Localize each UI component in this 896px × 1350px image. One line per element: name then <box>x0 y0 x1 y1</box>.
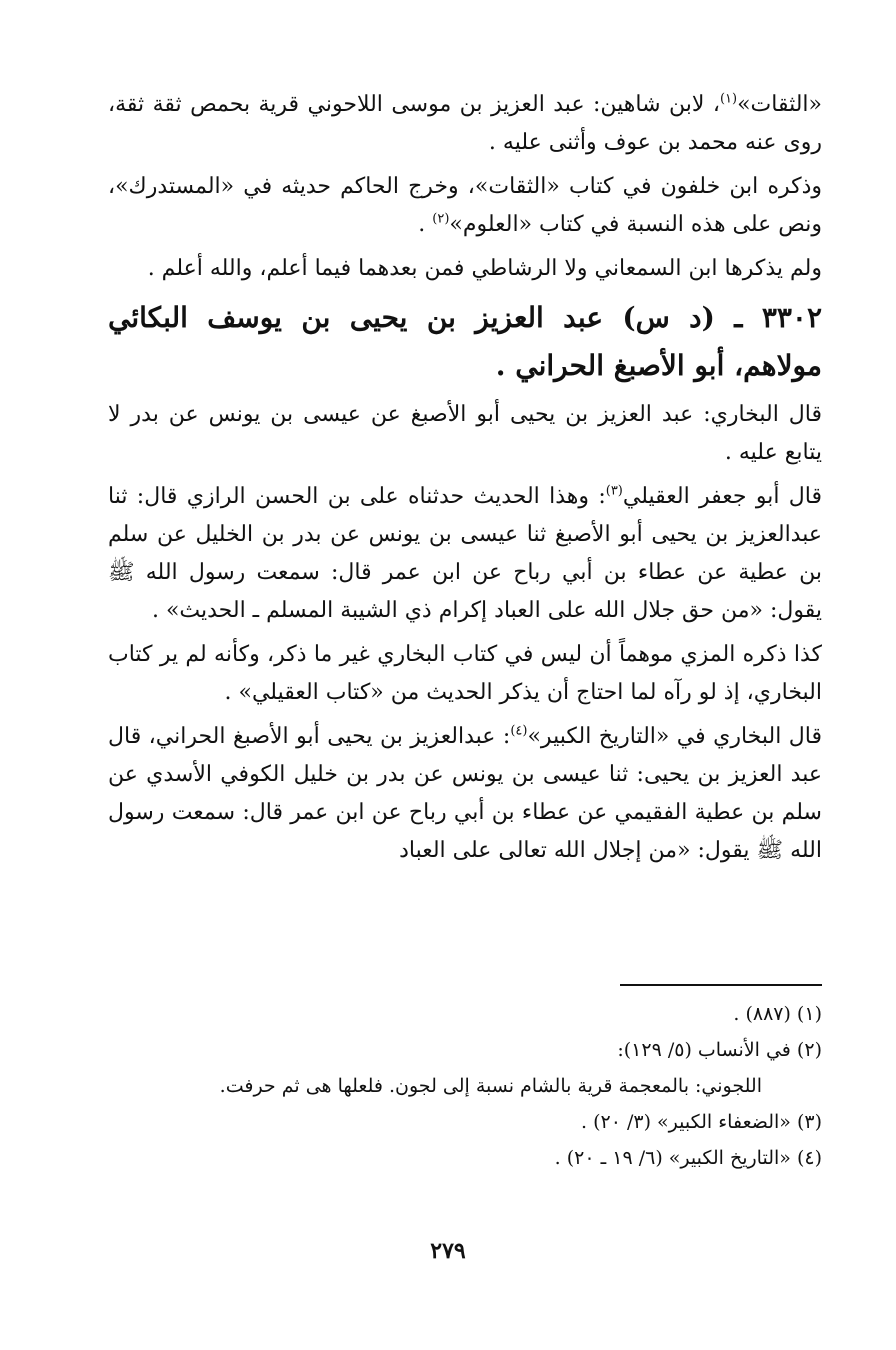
footnote-4: (٤) «التاريخ الكبير» (٦/ ١٩ ـ ٢٠) . <box>554 1147 822 1169</box>
paragraph-tarikh-kabir: قال البخاري في «التاريخ الكبير»$^{(٤)}$: عبدالعزيز بن يحيى أبو الأصبغ الحراني، قال عبد العزيز بن يحيى: ثنا عيسى بن يونس عن بدر بن خليل الكوفي الأسدي عن سلم بن عطية الفقيمي عن عطاء بن أبي رباح عن ابن عمر قال: سمعت رسول الله ﷺ يقول: «من إجلال الله تعالى على العباد <box>108 723 823 863</box>
footnote-3: (٣) «الضعفاء الكبير» (٣/ ٢٠) . <box>581 1111 822 1133</box>
paragraph-thiqat: «الثقات»$^{(١)}$، لابن شاهين: عبد العزيز بن موسى اللاحوني قرية بحمص ثقة ثقة، روى عنه محمد بن عوف وأثنى عليه . <box>108 91 822 155</box>
paragraph-uqayli: قال أبو جعفر العقيلي$^{(٣)}$: وهذا الحديث حدثناه على بن الحسن الرازي قال: ثنا عبدالعزيز بن يحيى أبو الأصبغ ثنا عيسى بن يونس عن بدر بن الخليل عن سلم بن عطية عن عطاء بن أبي رباح عن ابن عمر قال: سمعت رسول الله ﷺ يقول: «من حق جلال الله على العباد إكرام ذي الشيبة المسلم ـ الحديث» . <box>108 483 822 623</box>
footnote-2: (٢) في الأنساب (٥/ ١٢٩): <box>617 1039 822 1061</box>
footnote-ref-2[interactable]: (٢) <box>432 211 450 227</box>
paragraph-samani: ولم يذكرها ابن السمعاني ولا الرشاطي فمن بعدهما فيما أعلم، والله أعلم . <box>147 256 822 281</box>
footnote-ref-3[interactable]: (٣) <box>605 483 623 499</box>
footnote-ref-4[interactable]: (٤) <box>510 723 528 739</box>
paragraph-ibn-khalfun: وذكره ابن خلفون في كتاب «الثقات»، وخرج الحاكم حديثه في «المستدرك»، ونص على هذه النسبة في كتاب «العلوم»$^{(٢)}$ . <box>108 174 822 237</box>
page-number: ٢٧٩ <box>430 1238 466 1264</box>
footnote-ref-1[interactable]: (١) <box>719 91 738 107</box>
footnote-2-note: اللجوني: بالمعجمة قرية بالشام نسبة إلى لجون. فلعلها هى ثم حرفت. <box>219 1075 762 1097</box>
main-text <box>108 86 822 876</box>
footnote-separator <box>620 984 822 986</box>
footnotes <box>108 996 822 1176</box>
paragraph-mizzi: كذا ذكره المزي موهماً أن ليس في كتاب البخاري غير ما ذكر، وكأنه لم ير كتاب البخاري، إذ لو رآه لما احتاج أن يذكر الحديث من «كتاب العقيلي» . <box>108 642 822 705</box>
entry-heading: ٣٣٠٢ ـ (د س) عبد العزيز بن يحيى بن يوسف البكائي مولاهم، أبو الأصبغ الحراني . <box>108 301 822 382</box>
footnote-1: (١) (٨٨٧) . <box>733 1003 822 1025</box>
paragraph-bukhari: قال البخاري: عبد العزيز بن يحيى أبو الأصبغ عن عيسى بن يونس عن بدر لا يتابع عليه . <box>108 402 822 465</box>
